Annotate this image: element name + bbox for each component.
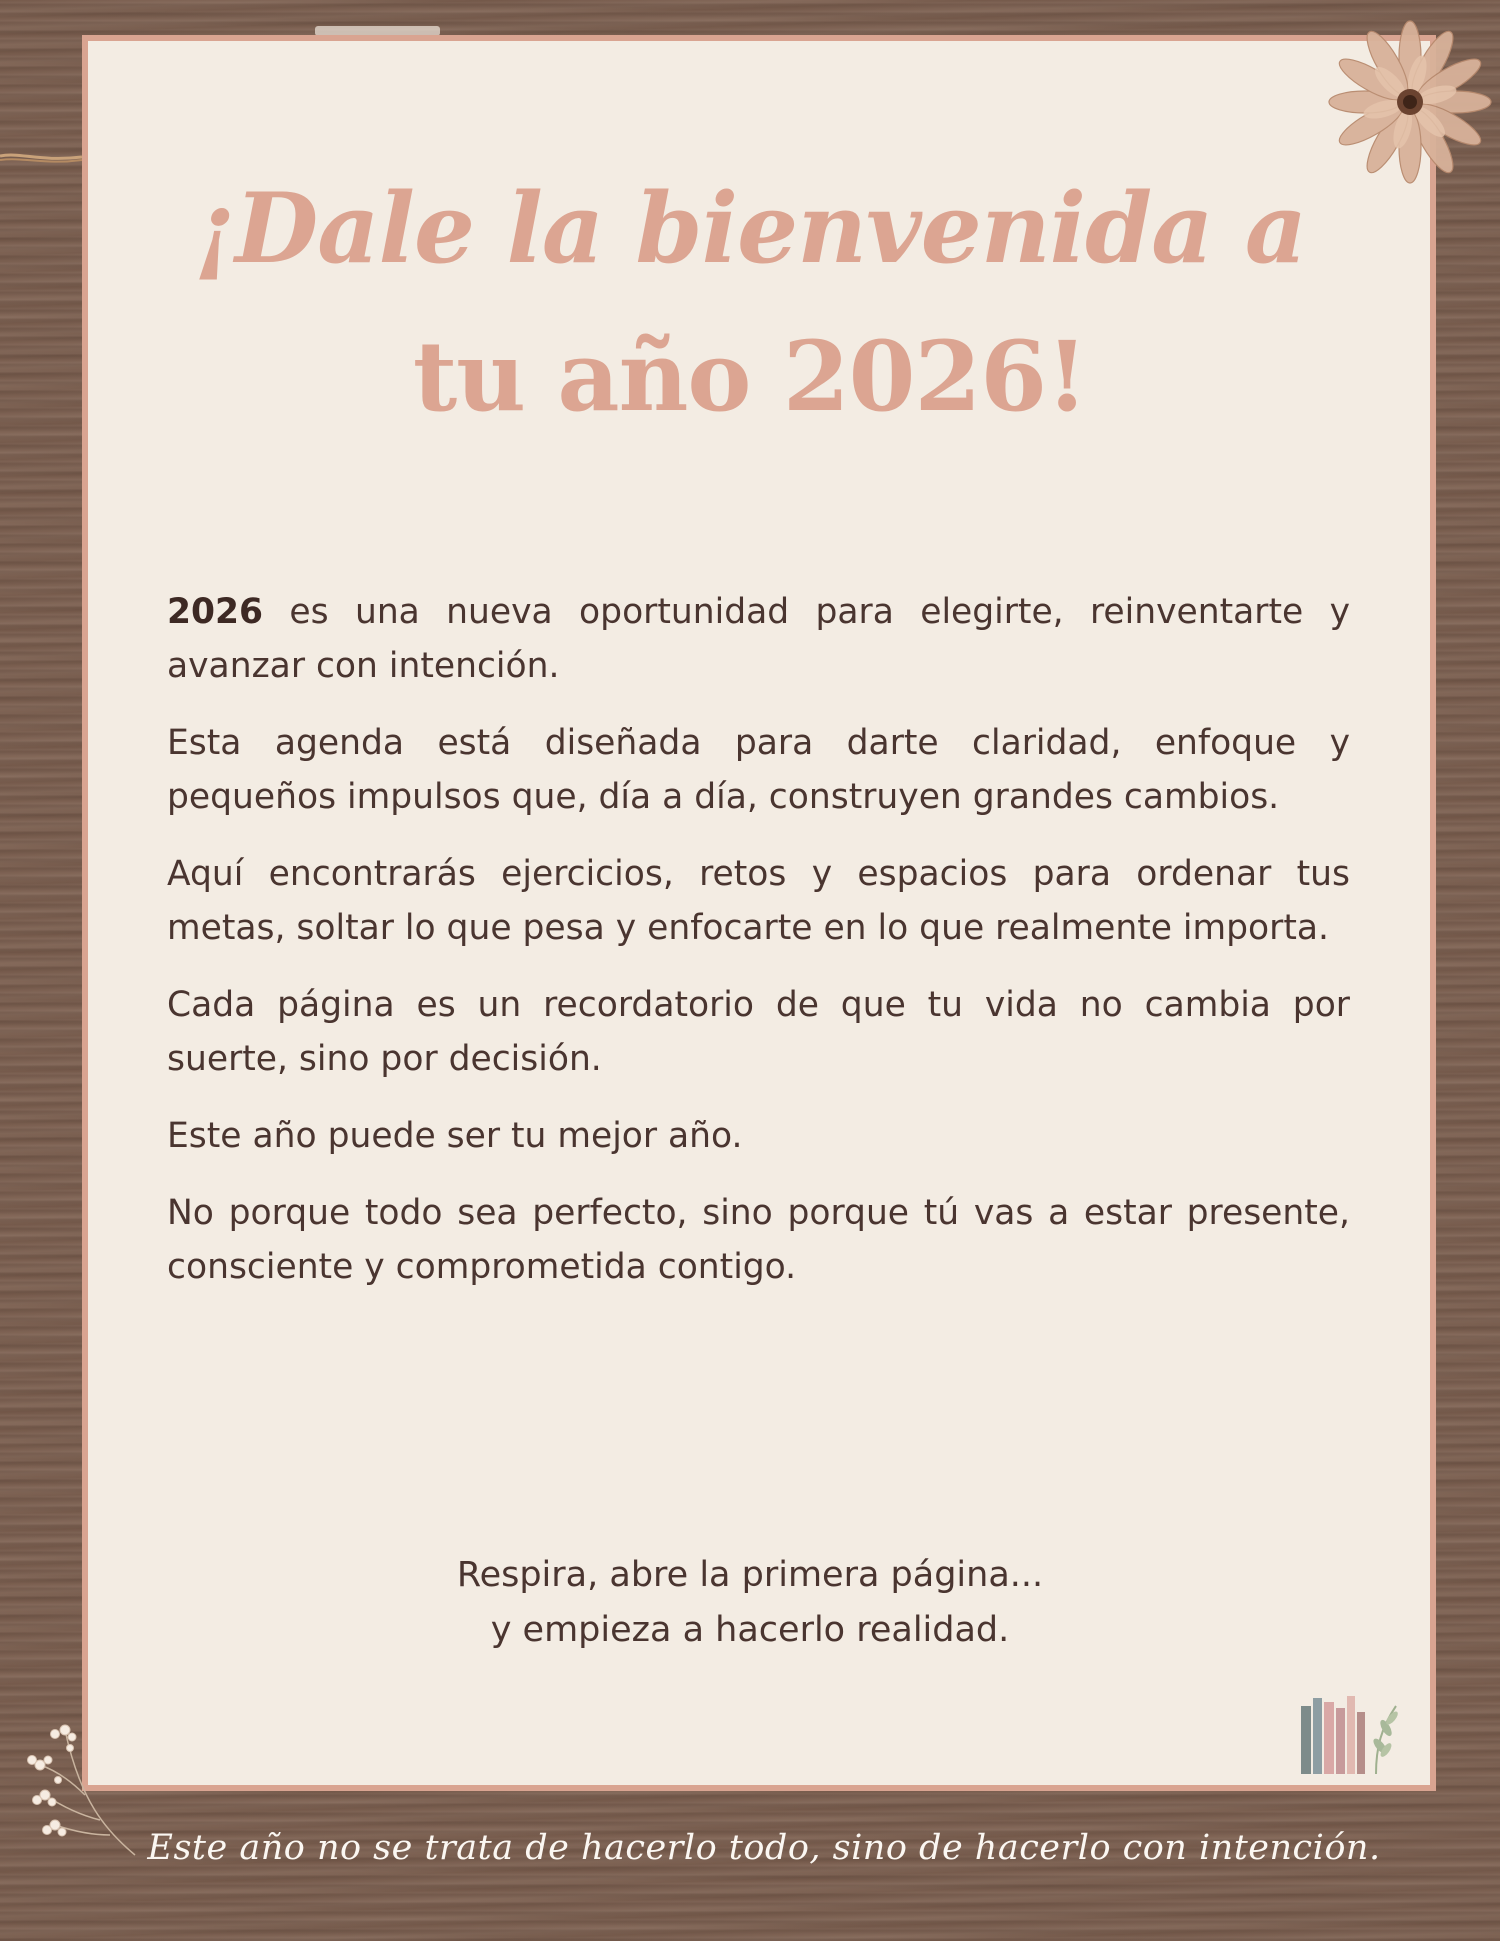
paragraph-4: Cada página es un recordatorio de que tu vida no cambia por suerte, sino por decisión. [167, 985, 1350, 1079]
title-line-2: tu año 2026! [412, 320, 1088, 433]
page-title [0, 155, 1500, 451]
footer-quote-text: Este año no se trata de hacerlo todo, sino de hacerlo con intención. [147, 1828, 1381, 1868]
footer-quote [0, 1823, 1500, 1873]
closing-line-2: y empieza a hacerlo realidad. [490, 1610, 1010, 1650]
dried-flower-icon [1310, 12, 1500, 192]
books-icon [1296, 1688, 1406, 1778]
paragraph-1 [167, 585, 1350, 693]
title-line-1: ¡Dale la bienvenida a [193, 172, 1307, 285]
floral-sprig-icon [10, 1710, 150, 1860]
closing-message [0, 1548, 1500, 1658]
paragraph-5: Este año puede ser tu mejor año. [167, 1116, 743, 1156]
closing-line-1: Respira, abre la primera página... [456, 1555, 1044, 1595]
paragraph-2: Esta agenda está diseñada para darte claridad, enfoque y pequeños impulsos que, día a día, construyen grandes cambios. [167, 723, 1350, 817]
paragraph-3: Aquí encontrarás ejercicios, retos y espacios para ordenar tus metas, soltar lo que pesa y enfocarte en lo que realmente importa. [167, 854, 1350, 948]
paragraph-1-text: es una nueva oportunidad para elegirte, reinventarte y avanzar con intención. [167, 592, 1350, 686]
paragraph-6: No porque todo sea perfecto, sino porque tú vas a estar presente, consciente y comprometida contigo. [167, 1193, 1350, 1287]
year-highlight: 2026 [167, 592, 264, 632]
intro-text [167, 585, 1350, 1317]
